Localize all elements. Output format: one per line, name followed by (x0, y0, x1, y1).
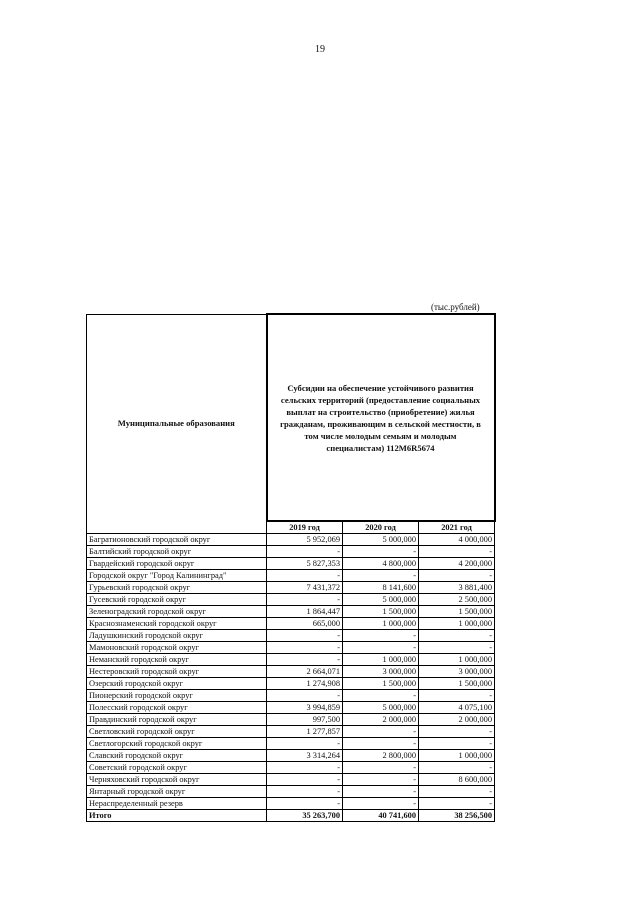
table-row (87, 582, 495, 594)
value-2021: - (419, 738, 495, 750)
value-2020: 1 000,000 (343, 654, 419, 666)
value-2020: - (343, 762, 419, 774)
value-2021: 4 000,000 (419, 534, 495, 546)
value-2021: 4 200,000 (419, 558, 495, 570)
value-2021: - (419, 570, 495, 582)
value-2019: - (267, 774, 343, 786)
value-2020: - (343, 570, 419, 582)
table-row (87, 534, 495, 546)
municipality-name: Янтарный городской округ (87, 786, 267, 798)
value-2020: - (343, 690, 419, 702)
table-row (87, 786, 495, 798)
municipality-name: Гвардейский городской округ (87, 558, 267, 570)
value-2021: 1 500,000 (419, 678, 495, 690)
municipality-name: Гурьевский городской округ (87, 582, 267, 594)
table-row (87, 738, 495, 750)
municipality-name: Нераспределенный резерв (87, 798, 267, 810)
value-2019: 7 431,372 (267, 582, 343, 594)
municipality-name: Полесский городской округ (87, 702, 267, 714)
table-row (87, 630, 495, 642)
value-2019: - (267, 570, 343, 582)
value-2021: 1 000,000 (419, 618, 495, 630)
municipality-name: Балтийский городской округ (87, 546, 267, 558)
table-row (87, 642, 495, 654)
municipality-name: Мамоновский городской округ (87, 642, 267, 654)
municipality-name: Краснознаменский городской округ (87, 618, 267, 630)
value-2019: - (267, 546, 343, 558)
header-year-2019: 2019 год (267, 521, 343, 534)
value-2021: 3 881,400 (419, 582, 495, 594)
value-2020: 5 000,000 (343, 594, 419, 606)
value-2020: 5 000,000 (343, 534, 419, 546)
table-row (87, 750, 495, 762)
municipality-name: Правдинский городской округ (87, 714, 267, 726)
municipality-name: Багратионовский городской округ (87, 534, 267, 546)
municipality-name: Ладушкинский городской округ (87, 630, 267, 642)
value-2020: 5 000,000 (343, 702, 419, 714)
value-2021: 1 000,000 (419, 654, 495, 666)
value-2020: - (343, 774, 419, 786)
municipality-name: Черняховский городской округ (87, 774, 267, 786)
value-2021: - (419, 546, 495, 558)
total-row (87, 810, 495, 822)
value-2019: - (267, 798, 343, 810)
table-row (87, 726, 495, 738)
value-2020: 1 500,000 (343, 606, 419, 618)
value-2021: - (419, 786, 495, 798)
value-2020: 2 800,000 (343, 750, 419, 762)
table-row (87, 570, 495, 582)
municipality-name: Нестеровский городской округ (87, 666, 267, 678)
table-row (87, 618, 495, 630)
value-2019: - (267, 594, 343, 606)
municipality-name: Городской округ "Город Калининград" (87, 570, 267, 582)
value-2021: - (419, 630, 495, 642)
value-2020: - (343, 738, 419, 750)
municipality-name: Итого (87, 810, 267, 822)
header-municipalities: Муниципальные образования (87, 314, 267, 534)
value-2019: 5 952,069 (267, 534, 343, 546)
table-row (87, 798, 495, 810)
table-row (87, 606, 495, 618)
municipality-name: Зеленоградский городской округ (87, 606, 267, 618)
value-2019: 665,000 (267, 618, 343, 630)
table-row (87, 690, 495, 702)
value-2019: - (267, 654, 343, 666)
municipality-name: Советский городской округ (87, 762, 267, 774)
header-subsidy-title: Субсидии на обеспечение устойчивого развития сельских территорий (предоставление социальных выплат на строительство (приобретение) жилья гражданам, проживающим в сельской местности, в том числе молодым семьям и молодым специалистам) 112М6R5674 (267, 314, 495, 521)
value-2020: - (343, 726, 419, 738)
value-2021: - (419, 762, 495, 774)
header-year-2020: 2020 год (343, 521, 419, 534)
value-2020: 3 000,000 (343, 666, 419, 678)
value-2021: - (419, 726, 495, 738)
table-row (87, 594, 495, 606)
header-year-2021: 2021 год (419, 521, 495, 534)
value-2019: - (267, 630, 343, 642)
value-2020: - (343, 546, 419, 558)
table-row (87, 762, 495, 774)
value-2019: 1 864,447 (267, 606, 343, 618)
units-label: (тыс.рублей) (431, 302, 480, 312)
table-row (87, 666, 495, 678)
value-2021: 2 500,000 (419, 594, 495, 606)
value-2019: 3 994,859 (267, 702, 343, 714)
value-2021: - (419, 798, 495, 810)
value-2020: - (343, 798, 419, 810)
value-2021: - (419, 642, 495, 654)
value-2019: 2 664,071 (267, 666, 343, 678)
value-2019: 5 827,353 (267, 558, 343, 570)
value-2021: 3 000,000 (419, 666, 495, 678)
table-body (87, 534, 495, 822)
value-2019: - (267, 738, 343, 750)
value-2019: 3 314,264 (267, 750, 343, 762)
municipality-name: Светловский городской округ (87, 726, 267, 738)
table-row (87, 654, 495, 666)
table-row (87, 714, 495, 726)
municipality-name: Гусевский городской округ (87, 594, 267, 606)
page-number: 19 (315, 44, 325, 55)
municipality-name: Светлогорский городской округ (87, 738, 267, 750)
value-2020: 8 141,600 (343, 582, 419, 594)
value-2020: 1 500,000 (343, 678, 419, 690)
table-row (87, 558, 495, 570)
municipality-name: Озерский городской округ (87, 678, 267, 690)
value-2019: 997,500 (267, 714, 343, 726)
municipality-name: Пионерский городской округ (87, 690, 267, 702)
value-2021: - (419, 690, 495, 702)
municipality-name: Неманский городской округ (87, 654, 267, 666)
value-2019: 1 274,908 (267, 678, 343, 690)
value-2019: - (267, 642, 343, 654)
value-2020: 4 800,000 (343, 558, 419, 570)
value-2021: 1 000,000 (419, 750, 495, 762)
value-2021: 4 075,100 (419, 702, 495, 714)
value-2021: 8 600,000 (419, 774, 495, 786)
value-2020: - (343, 786, 419, 798)
table-row (87, 702, 495, 714)
municipality-name: Славский городской округ (87, 750, 267, 762)
value-2020: 40 741,600 (343, 810, 419, 822)
value-2019: - (267, 762, 343, 774)
table-row (87, 678, 495, 690)
value-2020: - (343, 630, 419, 642)
subsidy-table (86, 313, 496, 822)
value-2019: - (267, 786, 343, 798)
table-row (87, 774, 495, 786)
value-2020: 2 000,000 (343, 714, 419, 726)
value-2019: 1 277,857 (267, 726, 343, 738)
value-2019: - (267, 690, 343, 702)
value-2021: 38 256,500 (419, 810, 495, 822)
value-2020: 1 000,000 (343, 618, 419, 630)
value-2019: 35 263,700 (267, 810, 343, 822)
value-2020: - (343, 642, 419, 654)
value-2021: 2 000,000 (419, 714, 495, 726)
value-2021: 1 500,000 (419, 606, 495, 618)
table-row (87, 546, 495, 558)
